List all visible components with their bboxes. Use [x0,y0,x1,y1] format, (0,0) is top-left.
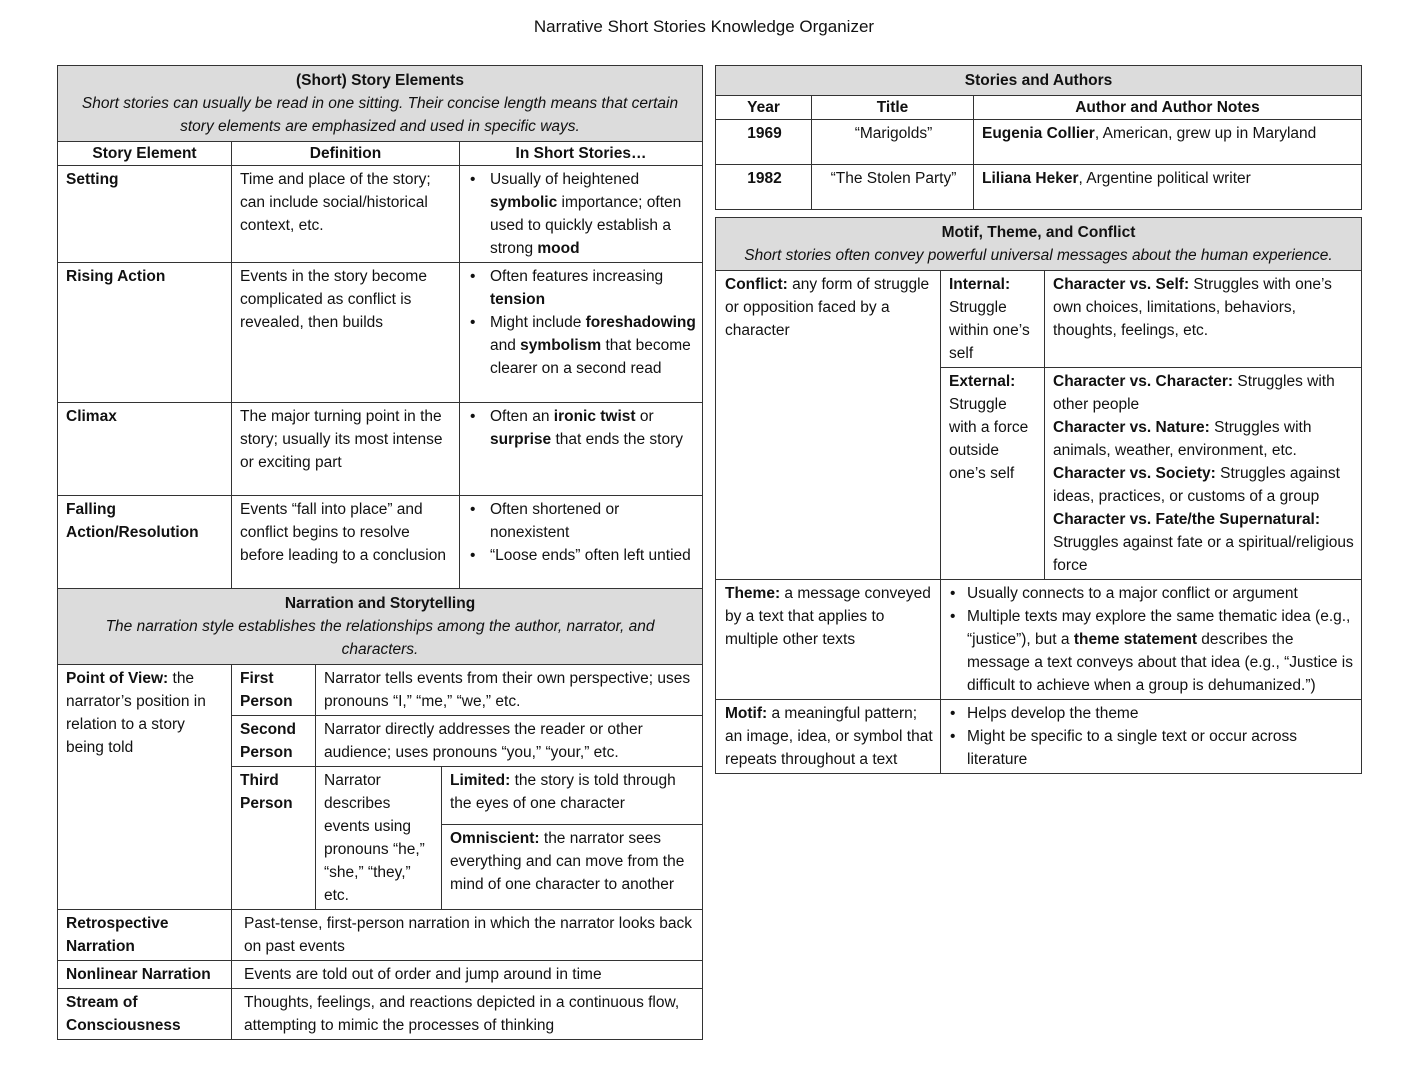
theme-bullet-2 [967,605,1355,697]
motif-label: Motif: [725,705,768,722]
story-element-bullets [468,168,696,260]
bullet-text: Might include [490,314,586,331]
char-vs-society [1053,462,1355,508]
stream-row [58,989,703,1040]
conflict-internal-row [716,271,1362,368]
stream-text: Thoughts, feelings, and reactions depicted in a continuous flow, attempting to mimic the processes of thinking [232,989,703,1040]
story-row [716,120,1362,165]
second-person-text: Narrator directly addresses the reader or other audience; uses pronouns “you,” “your,” etc. [316,716,703,767]
story-element-row [58,166,703,263]
story-elements-subtitle: Short stories can usually be read in one sitting. Their concise length means that certain story elements are emphasized and used in specific ways. [81,95,679,135]
motif-bullet-1: • Helps develop the theme [967,702,1355,725]
motif-title: Motif, Theme, and Conflict [941,224,1136,241]
story-element-bullet [490,544,696,567]
bullet-keyword: ironic twist [553,408,636,425]
theme-b2a: Multiple texts may explore the same thematic idea (e.g., “justice”), but a [967,608,1351,648]
header-story-element: Story Element [58,142,232,166]
theme-row [716,580,1362,700]
omniscient-text: the narrator sees everything and can move from the mind of one character to another [450,830,685,894]
pov-first-row [58,665,703,716]
stories-banner [716,66,1362,96]
motif-row [716,700,1362,774]
author-notes: , Argentine political writer [1078,170,1251,187]
story-element-notes [460,166,703,263]
story-element-bullets [468,265,696,380]
story-element-definition: Time and place of the story; can include social/historical context, etc. [232,166,460,263]
external-label: External: [949,373,1016,390]
header-title: Title [812,96,974,120]
story-elements-table [57,65,703,590]
story-title: “Marigolds” [812,120,974,165]
header-in-short-stories: In Short Stories… [460,142,703,166]
bullet-text: that become clearer on a second read [490,337,691,377]
story-element-bullet [490,311,696,380]
cf-text: Struggles against fate or a spiritual/religious force [1053,534,1354,574]
cc-text: Struggles with other people [1053,373,1335,413]
bullet-keyword: surprise [490,431,552,448]
cf-label: Character vs. Fate/the Supernatural: [1053,511,1321,528]
self-text: Struggles with one’s own choices, limitations, behaviors, thoughts, feelings, etc. [1053,276,1332,339]
bullet-keyword: symbolism [520,337,602,354]
story-element-name: Climax [58,403,232,496]
self-label: Character vs. Self: [1053,276,1190,293]
story-row [716,165,1362,210]
theme-bullet-1: • Usually connects to a major conflict or argument [967,582,1355,605]
motif-bullet-2: • Might be specific to a single text or occur across literature [967,725,1355,771]
bullet-text: Usually of heightened [490,171,640,188]
cc-label: Character vs. Character: [1053,373,1234,390]
retrospective-row [58,910,703,961]
stories-title: Stories and Authors [716,66,1362,96]
conflict-text: any form of struggle or opposition faced by a character [725,276,930,339]
bullet-text: Often shortened or nonexistent [490,501,620,541]
story-element-row [58,403,703,496]
motif-cell [716,700,941,774]
pov-label: Point of View: [66,670,169,687]
story-element-row [58,263,703,403]
bullet-text: importance; often used to quickly establish a strong [490,194,682,257]
author-name: Eugenia Collier [982,125,1095,142]
story-title: “The Stolen Party” [812,165,974,210]
stream-label: Stream of Consciousness [58,989,232,1040]
limited-text: the story is told through the eyes of one character [450,772,676,812]
story-element-name: Rising Action [58,263,232,403]
internal-cell [941,271,1045,368]
story-element-bullet [490,265,696,311]
omniscient-cell [442,825,703,910]
story-elements-header-row [58,142,703,166]
story-elements-banner [58,66,703,142]
story-author [974,165,1362,210]
first-person-text: Narrator tells events from their own perspective; uses pronouns “I,” “me,” “we,” etc. [316,665,703,716]
header-year: Year [716,96,812,120]
story-element-name: Falling Action/Resolution [58,496,232,590]
external-types-cell [1045,368,1362,580]
story-year: 1982 [716,165,812,210]
pov-cell [58,665,232,910]
story-element-bullet [490,168,696,260]
motif-bullets-cell [941,700,1362,774]
first-person-label: First Person [232,665,316,716]
story-element-bullets [468,498,696,567]
cn-label: Character vs. Nature: [1053,419,1210,436]
stories-table [715,65,1362,210]
theme-label: Theme: [725,585,781,602]
cn-text: Struggles with animals, weather, environment, etc. [1053,419,1312,459]
char-vs-char [1053,370,1355,416]
conflict-label: Conflict: [725,276,788,293]
bullet-text: and [490,337,521,354]
narration-subtitle: The narration style establishes the relationships among the author, narrator, and characters. [105,618,655,658]
bullet-text: or [635,408,654,425]
story-author [974,120,1362,165]
page-title: Narrative Short Stories Knowledge Organizer [533,17,875,36]
internal-text: Struggle within one’s self [949,299,1030,362]
bullet-keyword: tension [490,291,546,308]
story-element-bullet [490,405,696,451]
theme-b2c: describes the message a text conveys about that idea (e.g., “Justice is difficult to achieve when a group is dehumanized.”) [967,631,1353,694]
limited-cell [442,767,703,825]
motif-theme-conflict-table [715,217,1362,774]
external-cell [941,368,1045,580]
retrospective-text: Past-tense, first-person narration in which the narrator looks back on past events [232,910,703,961]
char-vs-fate [1053,508,1355,577]
nonlinear-text: Events are told out of order and jump around in time [232,961,703,989]
story-element-notes [460,263,703,403]
story-year: 1969 [716,120,812,165]
motif-banner [716,218,1362,271]
story-element-notes [460,496,703,590]
bullet-text: “Loose ends” often left untied [490,547,691,564]
bullet-text: Often an [490,408,554,425]
theme-b2b: theme statement [1073,631,1197,648]
bullet-keyword: symbolic [490,194,558,211]
internal-label: Internal: [949,276,1011,293]
narration-table [57,588,703,1040]
theme-bullets [949,582,1355,697]
motif-subtitle: Short stories often convey powerful universal messages about the human experience. [744,247,1333,264]
motif-text: a meaningful pattern; an image, idea, or symbol that repeats throughout a text [725,705,933,768]
author-name: Liliana Heker [982,170,1079,187]
conflict-cell [716,271,941,580]
story-element-bullet [490,498,696,544]
story-element-definition: The major turning point in the story; usually its most intense or exciting part [232,403,460,496]
header-author: Author and Author Notes [974,96,1362,120]
story-element-definition: Events in the story become complicated as conflict is revealed, then builds [232,263,460,403]
nonlinear-row [58,961,703,989]
bullet-text: that ends the story [551,431,683,448]
narration-title: Narration and Storytelling [284,595,476,612]
bullet-keyword: mood [537,240,580,257]
second-person-label: Second Person [232,716,316,767]
theme-bullets-cell [941,580,1362,700]
motif-bullets [949,702,1355,771]
story-element-definition: Events “fall into place” and conflict begins to resolve before leading to a conclusion [232,496,460,590]
story-element-notes [460,403,703,496]
bullet-keyword: foreshadowing [585,314,696,331]
story-element-row [58,496,703,590]
header-definition: Definition [232,142,460,166]
bullet-text: Often features increasing [490,268,664,285]
limited-label: Limited: [450,772,511,789]
narration-banner [58,589,703,665]
retrospective-label: Retrospective Narration [58,910,232,961]
author-notes: , American, grew up in Maryland [1094,125,1317,142]
third-person-label: Third Person [232,767,316,910]
pov-text: the narrator’s position in relation to a story being told [66,670,206,756]
nonlinear-label: Nonlinear Narration [58,961,232,989]
story-element-name: Setting [58,166,232,263]
omniscient-label: Omniscient: [450,830,540,848]
theme-cell [716,580,941,700]
self-cell [1045,271,1362,368]
theme-text: a message conveyed by a text that applies to multiple other texts [725,585,931,648]
stories-header-row [716,96,1362,120]
cs-label: Character vs. Society: [1053,465,1216,482]
char-vs-nature [1053,416,1355,462]
story-elements-title: (Short) Story Elements [296,72,464,89]
cs-text: Struggles against ideas, practices, or customs of a group [1053,465,1340,505]
story-element-bullets [468,405,696,451]
third-person-text: Narrator describes events using pronouns “he,” “she,” “they,” etc. [316,767,442,910]
external-text: Struggle with a force outside one’s self [949,396,1029,482]
